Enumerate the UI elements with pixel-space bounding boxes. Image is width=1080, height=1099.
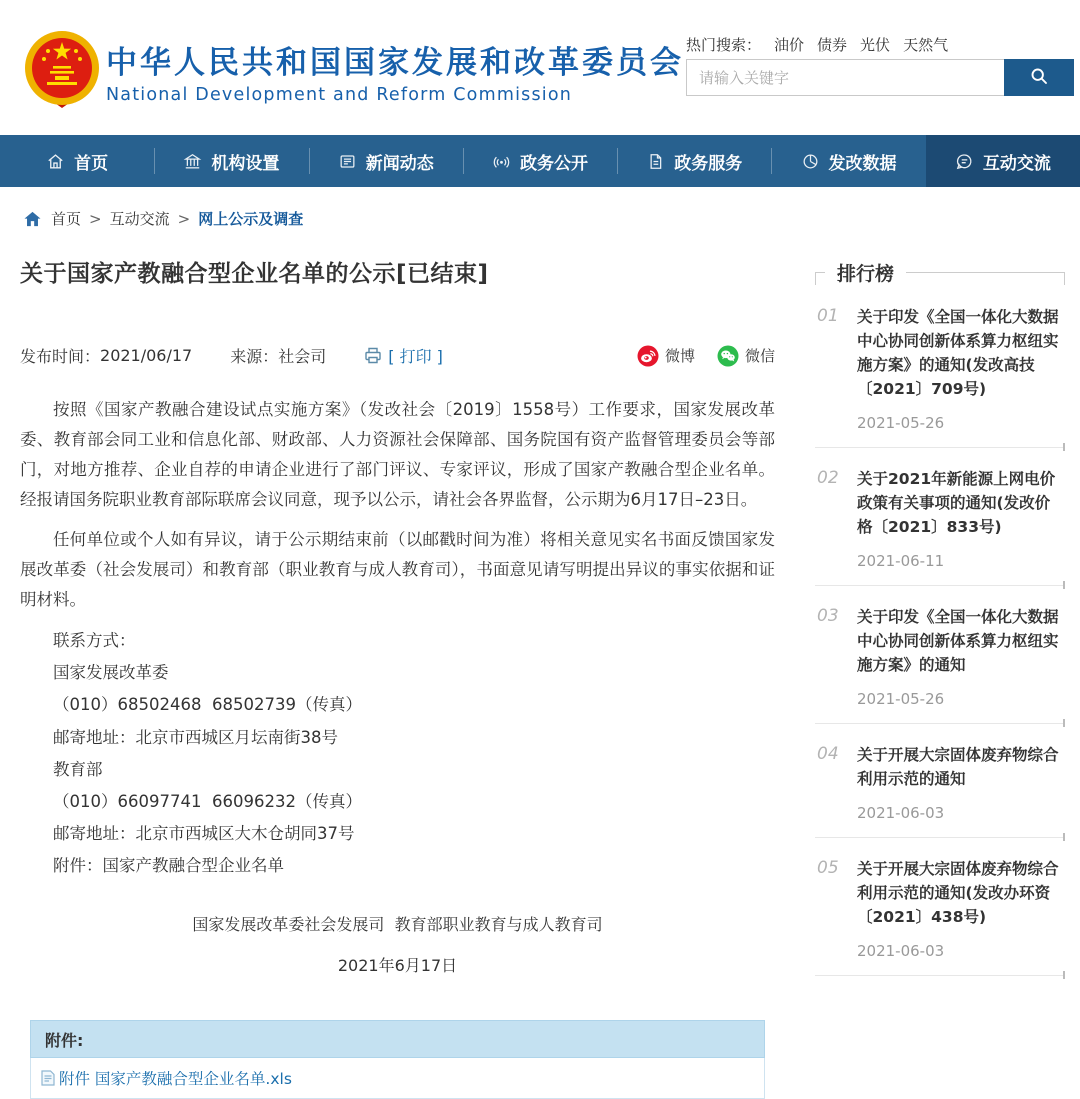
site-title-block	[106, 46, 684, 105]
contact-line: 邮寄地址：北京市西城区大木仓胡同37号	[53, 824, 355, 844]
rank-number: 03	[817, 606, 839, 627]
breadcrumb-separator: >	[89, 209, 102, 228]
page-title: 关于国家产教融合型企业名单的公示[已结束]	[20, 261, 489, 287]
contact-line: （010）68502468 68502739（传真）	[53, 695, 362, 715]
attachment-box	[30, 1020, 765, 1099]
nav-item-label: 新闻动态	[365, 153, 434, 174]
breadcrumb-separator: >	[177, 209, 191, 228]
nav-item-interaction[interactable]	[926, 135, 1080, 187]
nav-item-label: 发改数据	[828, 153, 897, 174]
main-nav	[0, 135, 1080, 187]
article-paragraph: 任何单位或个人如有异议，请于公示期结束前（以邮戳时间为准）将相关意见实名书面反馈国家发展改革委（社会发展司）和教育部（职业教育与成人教育司），书面意见请写明提出异议的事实依据和证明材料。	[20, 530, 775, 610]
home-icon	[46, 152, 65, 171]
national-emblem-logo	[22, 28, 102, 110]
publish-time-value: 2021/06/17	[100, 346, 193, 365]
search-button[interactable]	[1004, 59, 1074, 96]
publish-time	[20, 344, 192, 367]
ranking-item-link[interactable]: 关于开展大宗固体废弃物综合利用示范的通知(发改办环资〔2021〕438号)	[857, 860, 1059, 927]
ranking-item-link[interactable]: 关于印发《全国一体化大数据中心协同创新体系算力枢纽实施方案》的通知	[857, 608, 1059, 675]
news-icon	[338, 152, 357, 171]
ranking-item	[815, 286, 1065, 448]
ranking-item	[815, 586, 1065, 724]
hot-search-term[interactable]: 光伏	[860, 36, 891, 54]
contact-line: 邮寄地址：北京市西城区月坛南街38号	[53, 727, 338, 747]
article-meta-row	[20, 344, 775, 367]
breadcrumb	[0, 187, 1080, 229]
breadcrumb-current[interactable]: 网上公示及调查	[198, 210, 304, 228]
ranking-title: 排行榜	[837, 263, 895, 285]
ranking-header	[815, 259, 1065, 286]
breadcrumb-interaction[interactable]: 互动交流	[109, 210, 170, 228]
ranking-item	[815, 724, 1065, 838]
article-date: 2021年6月17日	[337, 956, 458, 976]
site-title-en: National Development and Reform Commission	[106, 85, 573, 106]
nav-item-label: 政务公开	[519, 153, 588, 174]
contact-line: 附件：国家产教融合型企业名单	[53, 856, 284, 876]
attachment-file-link[interactable]	[41, 1067, 292, 1089]
print-label: [ 打印 ]	[388, 347, 443, 366]
file-icon	[41, 1070, 55, 1086]
search-box	[686, 59, 1074, 96]
institution-icon	[183, 152, 202, 171]
attachment-box-body	[30, 1058, 765, 1099]
source-value: 社会司	[278, 347, 327, 366]
chat-icon	[955, 152, 974, 171]
print-button[interactable]	[364, 344, 443, 367]
ranking-item-date: 2021-06-03	[857, 942, 945, 961]
nav-item-gov-services[interactable]	[617, 135, 771, 187]
search-icon	[1029, 66, 1049, 89]
nav-item-label: 机构设置	[211, 153, 280, 174]
content-area	[0, 229, 1080, 1099]
rank-number: 04	[817, 744, 839, 765]
share-weibo-label: 微博	[664, 347, 695, 365]
ranking-item-link[interactable]: 关于开展大宗固体废弃物综合利用示范的通知	[857, 746, 1059, 789]
article-source	[230, 344, 326, 367]
attachment-box-header: 附件:	[30, 1020, 765, 1058]
nav-item-news[interactable]	[309, 135, 463, 187]
ranking-sidebar	[815, 229, 1065, 1099]
contact-line: 教育部	[53, 759, 103, 779]
weibo-icon	[637, 345, 659, 367]
contact-line: 国家发展改革委	[53, 663, 169, 683]
share-wechat-button[interactable]	[717, 345, 775, 367]
hot-search-term[interactable]: 天然气	[903, 36, 949, 54]
ranking-item	[815, 838, 1065, 976]
hot-search-label: 热门搜索：	[686, 36, 762, 54]
source-label: 来源：	[230, 347, 279, 366]
ranking-item-date: 2021-06-03	[857, 804, 945, 823]
ranking-item-link[interactable]: 关于印发《全国一体化大数据中心协同创新体系算力枢纽实施方案》的通知(发改高技〔2021〕709号)	[857, 308, 1059, 399]
rank-number: 05	[817, 858, 839, 879]
broadcast-icon	[492, 152, 511, 171]
ranking-item-link[interactable]: 关于2021年新能源上网电价政策有关事项的通知(发改价格〔2021〕833号)	[857, 470, 1056, 537]
ranking-item	[815, 448, 1065, 586]
nav-item-home[interactable]	[0, 135, 154, 187]
article-body	[20, 395, 775, 976]
search-input[interactable]	[686, 59, 1004, 96]
ranking-item-date: 2021-05-26	[857, 690, 945, 709]
document-icon	[646, 152, 665, 171]
printer-icon	[364, 347, 382, 364]
article-paragraph: 按照《国家产教融合建设试点实施方案》（发改社会〔2019〕1558号）工作要求，国家发展改革委、教育部会同工业和信息化部、财政部、人力资源社会保障部、国务院国有资产监督管理委员会等部门，对地方推荐、企业自荐的申请企业进行了部门评议、专家评议，形成了国家产教融合型企业名单。经报请国务院职业教育部际联席会议同意，现予以公示，请社会各界监督，公示期为6月17日–23日。	[20, 400, 775, 510]
article-signature: 国家发展改革委社会发展司 教育部职业教育与成人教育司	[192, 915, 603, 935]
pie-chart-icon	[801, 152, 820, 171]
ranking-item-date: 2021-05-26	[857, 414, 945, 433]
share-weibo-button[interactable]	[637, 345, 695, 367]
hot-search-term[interactable]: 债券	[817, 36, 848, 54]
breadcrumb-home[interactable]: 首页	[51, 210, 82, 228]
wechat-icon	[717, 345, 739, 367]
rank-number: 01	[817, 306, 839, 326]
share-bar	[625, 345, 775, 367]
article-column	[20, 229, 775, 1099]
site-header	[0, 0, 1080, 135]
hot-search-term[interactable]: 油价	[774, 36, 805, 54]
home-icon	[24, 211, 41, 227]
ranking-panel	[815, 259, 1065, 976]
nav-item-label: 首页	[74, 153, 109, 174]
nav-item-label: 互动交流	[982, 153, 1051, 174]
nav-item-label: 政务服务	[674, 153, 743, 174]
contact-line: 联系方式：	[53, 631, 136, 651]
rank-number: 02	[817, 468, 839, 489]
publish-time-label: 发布时间：	[20, 347, 101, 366]
share-wechat-label: 微信	[744, 347, 775, 365]
attachment-file-label: 附件 国家产教融合型企业名单.xls	[59, 1070, 292, 1089]
ranking-item-date: 2021-06-11	[857, 552, 945, 571]
hot-search-bar	[686, 34, 948, 55]
nav-item-gov-disclosure[interactable]	[463, 135, 617, 187]
nav-item-ndrc-data[interactable]	[771, 135, 925, 187]
contact-line: （010）66097741 66096232（传真）	[53, 791, 362, 811]
site-title-zh: 中华人民共和国国家发展和改革委员会	[106, 45, 684, 81]
nav-item-institutions[interactable]	[154, 135, 308, 187]
